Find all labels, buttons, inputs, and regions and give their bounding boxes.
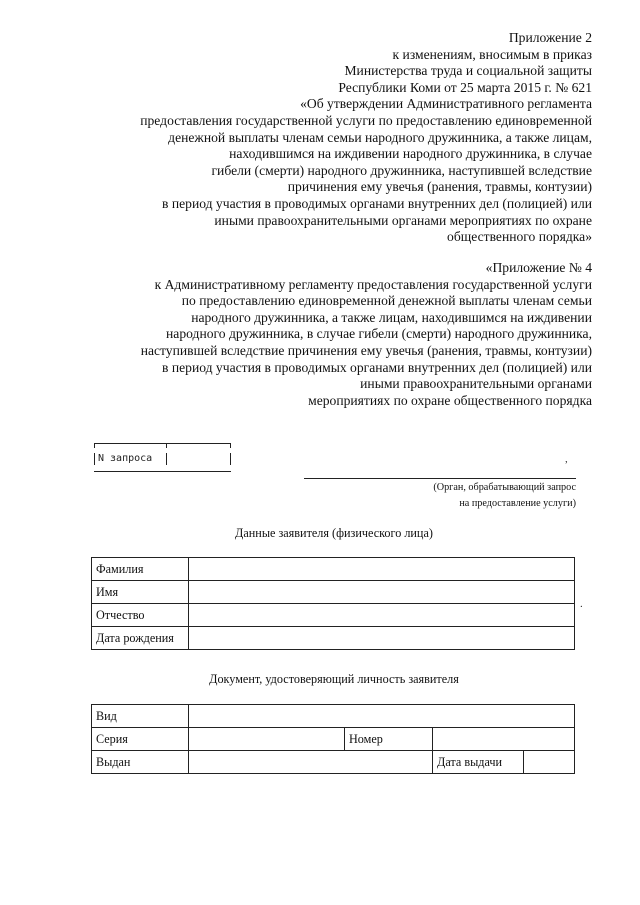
table-row <box>92 581 575 604</box>
applicant-section-title: Данные заявителя (физического лица) <box>235 526 433 540</box>
appendix-line: иными правоохранительными органами <box>360 376 592 392</box>
table-row <box>92 751 575 774</box>
doc-issue-date-field[interactable] <box>524 751 574 773</box>
header-line: гибели (смерти) народного дружинника, наступившей вследствие <box>211 162 592 178</box>
surname-label: Фамилия <box>92 558 189 581</box>
patronymic-field[interactable] <box>189 604 575 627</box>
appendix-line: к Административному регламенту предоставления государственной услуги <box>154 276 592 292</box>
patronymic-label: Отчество <box>92 604 189 627</box>
organ-name-field[interactable] <box>304 478 576 479</box>
first-name-field[interactable] <box>189 581 575 604</box>
box-divider <box>166 453 167 465</box>
box-side <box>94 453 95 465</box>
document-table <box>91 704 575 774</box>
appendix-line: по предоставлению единовременной денежной выплаты членам семьи <box>181 293 592 309</box>
appendix-line: народного дружинника, а также лицам, находившимся на иждивении <box>191 309 592 325</box>
doc-series-field[interactable] <box>189 728 345 751</box>
appendix-line: в период участия в проводимых органами внутренних дел (полицией) или <box>162 359 592 375</box>
header-line: Республики Коми от 25 марта 2015 г. № 621 <box>338 79 592 95</box>
request-number-label: N запроса <box>98 453 153 464</box>
table-row <box>92 604 575 627</box>
table-row <box>92 728 575 751</box>
doc-series-label: Серия <box>92 728 189 751</box>
document-section-title: Документ, удостоверяющий личность заявителя <box>209 672 459 686</box>
doc-issued-by-label: Выдан <box>92 751 189 774</box>
box-tick <box>230 443 231 448</box>
header-line: причинения ему увечья (ранения, травмы, контузии) <box>287 179 592 195</box>
doc-number-label: Номер <box>345 728 433 751</box>
table-row <box>92 705 575 728</box>
box-bottom-line <box>94 465 231 472</box>
appendix-line: мероприятиях по охране общественного порядка <box>308 392 592 408</box>
doc-kind-field[interactable] <box>189 705 575 728</box>
table-row <box>92 558 575 581</box>
birth-date-field[interactable] <box>189 627 575 650</box>
doc-issue-date-cell <box>433 751 575 774</box>
doc-issue-date-label: Дата выдачи <box>433 751 524 773</box>
doc-kind-label: Вид <box>92 705 189 728</box>
stray-mark: , <box>565 453 568 465</box>
header-line: в период участия в проводимых органами внутренних дел (полицией) или <box>162 195 592 211</box>
header-line: денежной выплаты членам семьи народного дружинника, а также лицам, <box>168 129 592 145</box>
appendix-line: наступившей вследствие причинения ему увечья (ранения, травмы, контузии) <box>140 342 592 358</box>
appendix-block <box>60 260 592 409</box>
surname-field[interactable] <box>189 558 575 581</box>
header-line: «Об утверждении Административного регламента <box>300 96 592 112</box>
header-block <box>60 30 592 246</box>
table-row <box>92 627 575 650</box>
header-line: к изменениям, вносимым в приказ <box>392 46 592 62</box>
box-top-line <box>94 443 231 449</box>
header-line: Приложение 2 <box>508 30 592 45</box>
header-line: предоставления государственной услуги по предоставлению единовременной <box>140 112 592 128</box>
appendix-line: народного дружинника, в случае гибели (смерти) народного дружинника, <box>166 326 592 342</box>
header-line: иными правоохранительными органами мероприятиях по охране <box>214 212 592 228</box>
organ-caption: на предоставление услуги) <box>459 498 576 509</box>
applicant-table <box>91 557 575 650</box>
box-tick <box>94 443 95 448</box>
header-line: общественного порядка» <box>447 229 592 245</box>
doc-number-field[interactable] <box>433 728 575 751</box>
first-name-label: Имя <box>92 581 189 604</box>
doc-issued-by-field[interactable] <box>189 751 433 774</box>
request-number-box <box>94 443 231 471</box>
birth-date-label: Дата рождения <box>92 627 189 650</box>
header-line: Министерства труда и социальной защиты <box>344 63 592 79</box>
box-tick <box>166 443 167 448</box>
organ-caption: (Орган, обрабатывающий запрос <box>433 482 576 493</box>
stray-mark: . <box>580 598 583 610</box>
box-side <box>230 453 231 465</box>
header-line: находившимся на иждивении народного дружинника, в случае <box>229 146 592 162</box>
appendix-line: «Приложение № 4 <box>485 260 592 275</box>
